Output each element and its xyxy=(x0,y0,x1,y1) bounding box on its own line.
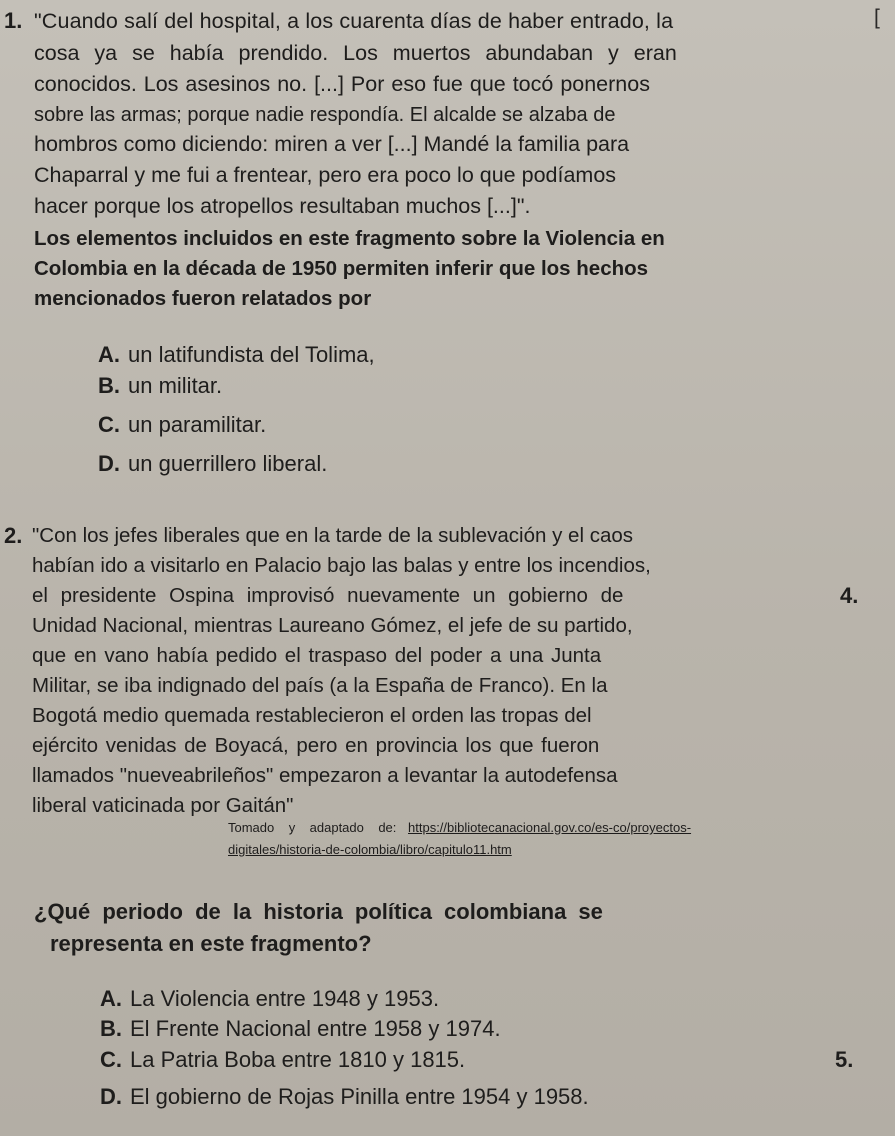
q1-option-d xyxy=(98,451,327,477)
q2-option-d xyxy=(100,1084,589,1110)
option-letter: D. xyxy=(100,1084,122,1109)
option-letter: C. xyxy=(100,1047,122,1072)
option-text: un guerrillero liberal. xyxy=(128,451,328,476)
q2-question-line-1: ¿Qué periodo de la historia política colombiana se xyxy=(34,899,603,924)
option-letter: D. xyxy=(98,451,120,476)
q1-quote-line-1: "Cuando salí del hospital, a los cuarenta días de haber entrado, la xyxy=(34,9,674,33)
q1-question-line-1: Los elementos incluidos en este fragmento sobre la Violencia en xyxy=(34,227,665,250)
question-4-number: 4. xyxy=(840,583,859,608)
q1-question-line-2: Colombia en la década de 1950 permiten inferir que los hechos xyxy=(34,257,649,280)
q2-quote-line-7: Bogotá medio quemada restablecieron el orden las tropas del xyxy=(32,704,592,727)
option-text: un militar. xyxy=(128,373,223,398)
option-letter: C. xyxy=(98,412,120,437)
option-letter: A. xyxy=(100,986,122,1011)
q2-quote-line-9: llamados "nueveabrileños" empezaron a levantar la autodefensa xyxy=(32,764,618,787)
option-letter: B. xyxy=(100,1016,122,1041)
q2-quote-line-5: que en vano había pedido el traspaso del poder a una Junta xyxy=(32,644,602,667)
option-text: La Violencia entre 1948 y 1953. xyxy=(130,986,440,1011)
q2-quote-line-3: el presidente Ospina improvisó nuevamente un gobierno de xyxy=(32,584,624,607)
q2-quote-line-10: liberal vaticinada por Gaitán" xyxy=(32,794,294,817)
source-url-part-2[interactable]: digitales/historia-de-colombia/libro/capitulo11.htm xyxy=(228,842,512,857)
q2-option-c xyxy=(100,1047,465,1073)
q1-quote-line-7: hacer porque los atropellos resultaban muchos [...]". xyxy=(34,194,531,218)
option-letter: B. xyxy=(98,373,120,398)
q2-quote-line-1: "Con los jefes liberales que en la tarde de la sublevación y el caos xyxy=(32,524,633,547)
option-text: La Patria Boba entre 1810 y 1815. xyxy=(130,1047,466,1072)
question-2-number: 2. xyxy=(4,523,23,548)
q1-quote-line-2: cosa ya se había prendido. Los muertos abundaban y eran xyxy=(34,41,677,65)
source-prefix: Tomado y adaptado de: xyxy=(228,820,397,835)
option-text: El gobierno de Rojas Pinilla entre 1954 y 1958. xyxy=(130,1084,589,1109)
source-citation-line-1 xyxy=(228,820,691,835)
q2-quote-line-4: Unidad Nacional, mientras Laureano Gómez, el jefe de su partido, xyxy=(32,614,633,637)
q2-quote-line-2: habían ido a visitarlo en Palacio bajo las balas y entre los incendios, xyxy=(32,554,651,577)
edge-bracket-mark: [ xyxy=(874,6,880,29)
q2-option-b xyxy=(100,1016,501,1042)
q2-quote-line-8: ejército venidas de Boyacá, pero en provincia los que fueron xyxy=(32,734,600,757)
q2-quote-line-6: Militar, se iba indignado del país (a la España de Franco). En la xyxy=(32,674,608,697)
q2-option-a xyxy=(100,986,439,1012)
q1-question-line-3: mencionados fueron relatados por xyxy=(34,287,372,310)
q1-option-b xyxy=(98,373,222,399)
source-url-part-1[interactable]: https://bibliotecanacional.gov.co/es-co/proyectos- xyxy=(408,820,692,835)
q1-quote-line-6: Chaparral y me fui a frentear, pero era poco lo que podíamos xyxy=(34,163,617,187)
q2-question-line-2: representa en este fragmento? xyxy=(50,931,372,956)
q1-option-a xyxy=(98,342,375,368)
q1-option-c xyxy=(98,412,266,438)
question-1-number: 1. xyxy=(4,8,23,33)
q1-quote-line-4: sobre las armas; porque nadie respondía. El alcalde se alzaba de xyxy=(34,104,616,126)
q1-quote-line-3: conocidos. Los asesinos no. [...] Por eso fue que tocó ponernos xyxy=(34,72,650,96)
option-text: El Frente Nacional entre 1958 y 1974. xyxy=(130,1016,501,1041)
option-text: un latifundista del Tolima, xyxy=(128,342,375,367)
question-5-number: 5. xyxy=(835,1047,854,1072)
option-text: un paramilitar. xyxy=(128,412,267,437)
q1-quote-line-5: hombros como diciendo: miren a ver [...] Mandé la familia para xyxy=(34,132,630,156)
option-letter: A. xyxy=(98,342,120,367)
